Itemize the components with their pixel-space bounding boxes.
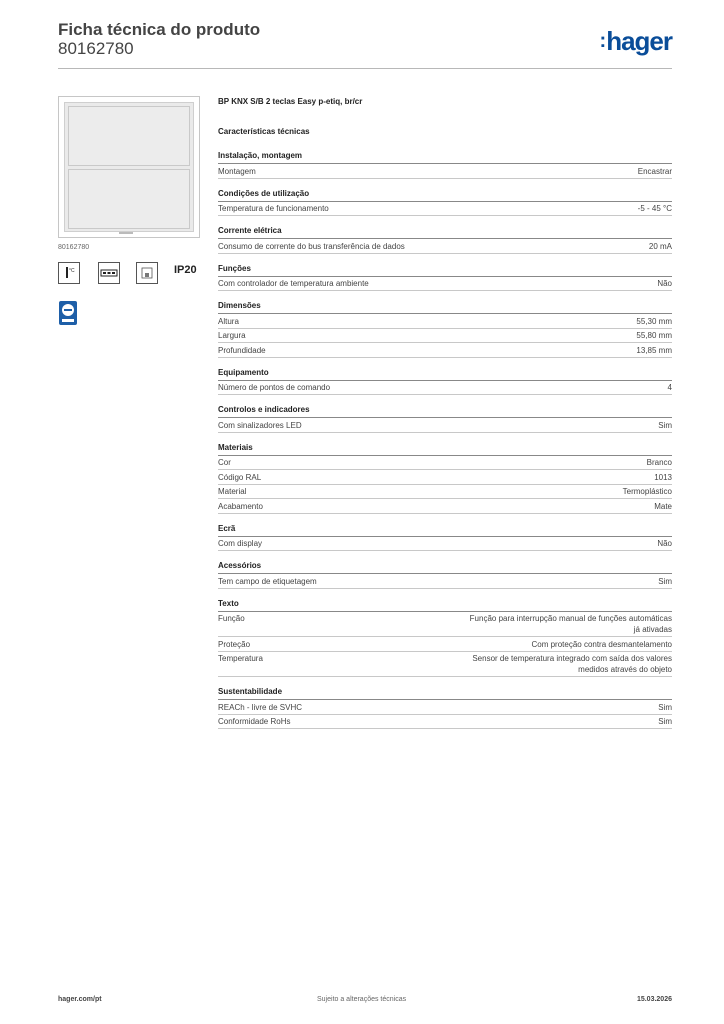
- document-title: Ficha técnica do produto: [58, 20, 261, 39]
- spec-label: Material: [218, 487, 247, 496]
- spec-label: Temperatura de funcionamento: [218, 204, 329, 213]
- spec-row: [218, 314, 672, 329]
- spec-section: [218, 263, 672, 292]
- spec-value: 55,30 mm: [636, 316, 672, 326]
- spec-row: [218, 202, 672, 217]
- footer-disclaimer: Sujeito a alterações técnicas: [317, 996, 407, 1003]
- spec-value: Termoplástico: [622, 487, 672, 496]
- product-name: BP KNX S/B 2 teclas Easy p-etiq, br/cr: [218, 97, 363, 106]
- socket-icon: [136, 262, 158, 284]
- spec-section: [218, 686, 672, 729]
- section-title: Condições de utilização: [218, 188, 672, 202]
- spec-row: [218, 574, 672, 589]
- spec-value: Mate: [654, 501, 672, 511]
- spec-row: [218, 637, 672, 652]
- spec-section: [218, 150, 672, 179]
- spec-row: [218, 715, 672, 730]
- spec-row: [218, 470, 672, 485]
- section-title: Instalação, montagem: [218, 150, 672, 164]
- keypad-icon: [98, 262, 120, 284]
- spec-label: Número de pontos de comando: [218, 383, 331, 392]
- section-title: Funções: [218, 263, 672, 277]
- spec-row: [218, 612, 672, 638]
- technical-heading: Características técnicas: [218, 127, 310, 136]
- section-title: Corrente elétrica: [218, 225, 672, 239]
- spec-value: Sim: [658, 702, 672, 712]
- section-title: Materiais: [218, 442, 672, 456]
- spec-label: Tem campo de etiquetagem: [218, 576, 317, 586]
- specifications: [218, 96, 672, 738]
- spec-value: Branco: [646, 458, 672, 467]
- product-code: 80162780: [58, 39, 134, 58]
- spec-label: REACh - livre de SVHC: [218, 702, 303, 712]
- spec-value: Encastrar: [637, 166, 672, 176]
- spec-label: Com sinalizadores LED: [218, 420, 302, 430]
- footer-website-link[interactable]: hager.com/pt: [58, 996, 102, 1003]
- spec-section: [218, 225, 672, 254]
- section-title: Sustentabilidade: [218, 686, 672, 700]
- spec-section: [218, 188, 672, 217]
- spec-value: 20 mA: [648, 241, 672, 251]
- footer-date: 15.03.2026: [636, 996, 672, 1003]
- spec-value: 4: [667, 383, 672, 392]
- section-title: Dimensões: [218, 300, 672, 314]
- spec-row: [218, 456, 672, 471]
- spec-section: [218, 560, 672, 589]
- spec-row: [218, 329, 672, 344]
- spec-label: Acabamento: [218, 501, 263, 511]
- spec-row: [218, 537, 672, 552]
- spec-row: [218, 485, 672, 500]
- spec-value: 1013: [654, 472, 672, 482]
- temperature-celsius-icon: [58, 262, 80, 284]
- spec-label: Com display: [218, 539, 263, 548]
- spec-value: Sim: [658, 717, 672, 726]
- spec-row: [218, 418, 672, 433]
- spec-section: [218, 442, 672, 514]
- spec-row: [218, 381, 672, 396]
- section-title: Controlos e indicadores: [218, 404, 672, 418]
- spec-value: Sensor de temperatura integrado com saída dos valores medidos através do objeto: [472, 654, 672, 674]
- spec-value: 13,85 mm: [636, 345, 672, 355]
- spec-section: [218, 598, 672, 678]
- spec-value: -5 - 45 °C: [637, 204, 672, 213]
- spec-row: [218, 652, 672, 678]
- spec-value: Sim: [658, 420, 672, 430]
- spec-section: [218, 367, 672, 396]
- product-sidebar: [58, 96, 200, 276]
- spec-label: Altura: [218, 316, 239, 326]
- spec-label: Montagem: [218, 166, 256, 176]
- section-title: Ecrã: [218, 523, 672, 537]
- spec-value: Não: [657, 279, 672, 288]
- hager-logo[interactable]: :hager: [599, 26, 672, 56]
- spec-value: 55,80 mm: [636, 331, 672, 340]
- image-caption: 80162780: [58, 244, 90, 251]
- section-title: Equipamento: [218, 367, 672, 381]
- page-header: [58, 20, 672, 69]
- spec-value: Sim: [658, 576, 672, 586]
- spec-sections: [218, 150, 672, 729]
- spec-section: [218, 300, 672, 358]
- spec-row: [218, 164, 672, 179]
- spec-section: [218, 523, 672, 552]
- spec-label: Com controlador de temperatura ambiente: [218, 279, 369, 288]
- feature-icons: [58, 262, 200, 288]
- product-image: [58, 96, 200, 238]
- eco-label-icon: [58, 300, 78, 326]
- spec-value: Com proteção contra desmantelamento: [531, 639, 672, 649]
- spec-row: [218, 499, 672, 514]
- spec-label: Proteção: [218, 639, 251, 649]
- svg-text:°C: °C: [69, 268, 75, 274]
- spec-row: [218, 277, 672, 292]
- spec-value: Não: [657, 539, 672, 548]
- spec-section: [218, 404, 672, 433]
- spec-label: Profundidade: [218, 345, 266, 355]
- spec-label: Consumo de corrente do bus transferência de dados: [218, 241, 405, 251]
- spec-row: [218, 700, 672, 715]
- spec-value: Função para interrupção manual de funções automáticas já ativadas: [469, 614, 672, 634]
- section-title: Acessórios: [218, 560, 672, 574]
- spec-label: Função: [218, 614, 245, 623]
- spec-label: Código RAL: [218, 472, 262, 482]
- spec-label: Cor: [218, 458, 231, 467]
- section-title: Texto: [218, 598, 672, 612]
- spec-label: Largura: [218, 331, 246, 340]
- spec-row: [218, 343, 672, 358]
- spec-label: Conformidade RoHs: [218, 717, 291, 726]
- spec-label: Temperatura: [218, 654, 263, 663]
- ip-rating: IP20: [174, 264, 197, 276]
- spec-row: [218, 239, 672, 254]
